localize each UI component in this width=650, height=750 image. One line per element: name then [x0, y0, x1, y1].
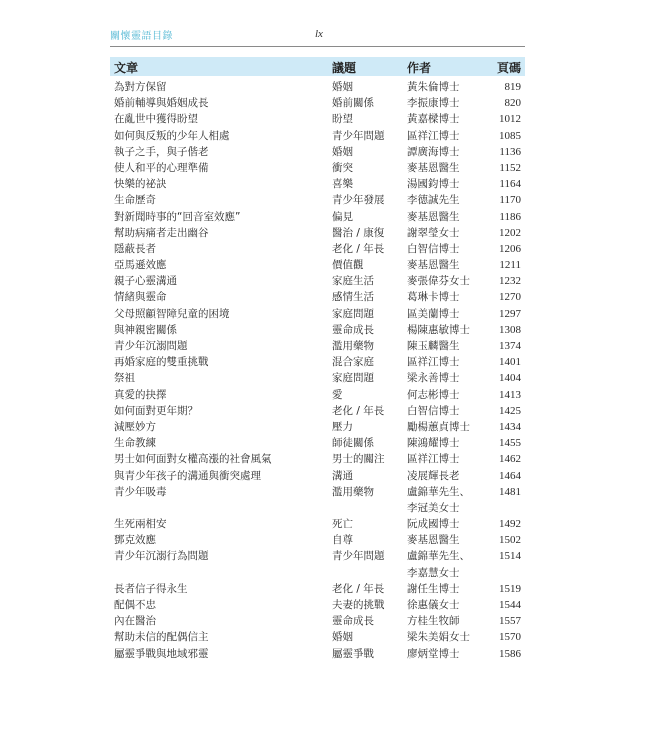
- article-author: [407, 79, 460, 95]
- table-row: [110, 548, 525, 580]
- article-page: 1374: [499, 340, 521, 352]
- author-line: 楊陳惠敏博士: [407, 323, 470, 336]
- article-author: [407, 306, 460, 322]
- article-title: 祭祖: [114, 372, 135, 385]
- article-page: 1425: [499, 404, 521, 417]
- author-line: 李德誠先生: [407, 194, 460, 207]
- author-line: 湯國鈞博士: [407, 178, 460, 191]
- article-title: 與神親密關係: [114, 323, 177, 336]
- article-title: 隱蔽長者: [114, 242, 156, 255]
- article-topic: 愛: [332, 388, 343, 401]
- table-row: [110, 306, 525, 322]
- author-line: 勵楊蕙貞博士: [407, 420, 470, 433]
- article-title: 與青少年孩子的溝通與衝突處理: [114, 469, 261, 482]
- article-title: 在亂世中獲得盼望: [114, 113, 198, 126]
- article-page: 1570: [499, 631, 521, 644]
- article-title: 對新聞時事的“回音室效應”: [114, 210, 241, 223]
- article-page: 1544: [499, 599, 521, 612]
- article-page: 1519: [499, 582, 521, 595]
- author-line: 麥基恩醫生: [407, 534, 460, 547]
- table-row: [110, 484, 525, 516]
- article-author: [407, 597, 460, 613]
- article-topic: 混合家庭: [332, 356, 374, 369]
- article-page: 1308: [499, 323, 521, 336]
- article-author: [407, 289, 460, 305]
- article-page: 1404: [499, 372, 521, 385]
- table-row: [110, 419, 525, 435]
- article-author: [407, 176, 460, 192]
- article-author: [407, 257, 460, 273]
- article-topic: 壓力: [332, 420, 353, 433]
- article-author: [407, 403, 460, 419]
- article-page: 820: [504, 97, 521, 110]
- article-author: [407, 532, 460, 548]
- article-topic: 家庭問題: [332, 372, 374, 385]
- article-topic: 婚前關係: [332, 97, 374, 110]
- article-page: 1514: [499, 550, 521, 563]
- table-row: [110, 629, 525, 645]
- author-line: 黃朱倫博士: [407, 81, 460, 93]
- article-page: 1401: [499, 356, 521, 369]
- article-title: 為對方保留: [114, 81, 167, 93]
- article-topic: 婚姻: [332, 81, 353, 93]
- article-page: 1455: [499, 437, 521, 450]
- author-line: 區祥江博士: [407, 356, 460, 369]
- table-row: [110, 160, 525, 176]
- author-line: 盧錦華先生、: [407, 485, 470, 498]
- article-title: 婚前輔導與婚姻成長: [114, 97, 209, 110]
- article-page: 1481: [499, 485, 521, 498]
- table-row: [110, 468, 525, 484]
- author-line: 謝任生博士: [407, 582, 460, 595]
- article-topic: 盼望: [332, 113, 353, 126]
- article-author: [407, 95, 460, 111]
- header-divider: [110, 46, 525, 47]
- table-header: [110, 57, 525, 76]
- table-row: [110, 111, 525, 127]
- article-author: [407, 160, 460, 176]
- article-author: [407, 419, 470, 435]
- author-line: 麥基恩醫生: [407, 259, 460, 272]
- author-line: 徐惠儀女士: [407, 599, 460, 612]
- article-topic: 夫妻的挑戰: [332, 599, 385, 612]
- article-page: 1211: [499, 259, 521, 272]
- article-author: [407, 241, 460, 257]
- article-page: 1012: [499, 113, 521, 126]
- article-topic: 偏見: [332, 210, 353, 223]
- article-page: 1270: [499, 291, 521, 304]
- article-title: 真愛的抉擇: [114, 388, 167, 401]
- table-row: [110, 79, 525, 95]
- article-title: 鄧克效應: [114, 534, 156, 547]
- article-page: 1464: [499, 469, 521, 482]
- article-author: [407, 111, 460, 127]
- article-title: 再婚家庭的雙重挑戰: [114, 356, 209, 369]
- table-row: [110, 597, 525, 613]
- article-author: [407, 451, 460, 467]
- table-row: [110, 322, 525, 338]
- author-line: 梁永善博士: [407, 372, 460, 385]
- article-author: [407, 484, 470, 516]
- column-header-author: 作者: [407, 61, 432, 75]
- article-title: 青少年沉溺行為問題: [114, 550, 209, 563]
- article-page: 819: [504, 81, 521, 93]
- page-number: lx: [315, 28, 323, 40]
- article-page: 1202: [499, 226, 521, 239]
- article-title: 減壓妙方: [114, 420, 156, 433]
- article-topic: 家庭生活: [332, 275, 374, 288]
- article-title: 親子心靈溝通: [114, 275, 177, 288]
- contents-table: [110, 57, 525, 662]
- article-title: 長者信子得永生: [114, 582, 188, 595]
- article-page: 1492: [499, 518, 521, 531]
- table-row: [110, 273, 525, 289]
- article-title: 生命歷奇: [114, 194, 156, 207]
- table-row: [110, 370, 525, 386]
- article-page: 1557: [499, 615, 521, 628]
- column-header-title: 文章: [114, 61, 139, 75]
- article-topic: 屬靈爭戰: [332, 647, 374, 660]
- article-author: [407, 468, 460, 484]
- article-author: [407, 646, 460, 662]
- article-author: [407, 581, 460, 597]
- author-line: 謝翠瑩女士: [407, 226, 460, 239]
- article-author: [407, 387, 460, 403]
- author-line: 凌展輝長老: [407, 469, 460, 482]
- article-author: [407, 435, 460, 451]
- article-page: 1586: [499, 647, 521, 660]
- table-row: [110, 209, 525, 225]
- article-author: [407, 225, 460, 241]
- article-title: 如何面對更年期？: [114, 404, 198, 417]
- author-line: 麥基恩醫生: [407, 210, 460, 223]
- author-line: 黃嘉樑博士: [407, 113, 460, 126]
- author-line: 李振康博士: [407, 97, 460, 110]
- author-line: 方桂生牧師: [407, 615, 460, 628]
- article-topic: 感情生活: [332, 291, 374, 304]
- article-author: [407, 192, 460, 208]
- article-topic: 濫用藥物: [332, 340, 374, 352]
- article-topic: 靈命成長: [332, 615, 374, 628]
- article-topic: 濫用藥物: [332, 485, 374, 498]
- article-topic: 男士的關注: [332, 453, 385, 466]
- author-line: 麥張偉芬女士: [407, 275, 470, 288]
- article-topic: 老化 / 年長: [332, 404, 385, 417]
- article-title: 使人和平的心理準備: [114, 161, 209, 174]
- article-author: [407, 322, 470, 338]
- article-title: 生命教練: [114, 437, 156, 450]
- column-header-topic: 議題: [332, 61, 357, 75]
- table-row: [110, 613, 525, 629]
- article-author: [407, 128, 460, 144]
- table-body: [110, 79, 525, 662]
- table-row: [110, 241, 525, 257]
- table-row: [110, 435, 525, 451]
- table-row: [110, 289, 525, 305]
- author-line: 區祥江博士: [407, 453, 460, 466]
- author-line: 阮成國博士: [407, 518, 460, 531]
- author-line: 廖炳堂博士: [407, 647, 460, 660]
- article-author: [407, 370, 460, 386]
- article-topic: 老化 / 年長: [332, 582, 385, 595]
- article-topic: 醫治 / 康復: [332, 226, 385, 239]
- author-line: 李嘉慧女士: [407, 566, 460, 579]
- author-line: 陳玉麟醫生: [407, 340, 460, 352]
- table-row: [110, 646, 525, 662]
- author-line: 區祥江博士: [407, 129, 460, 142]
- article-author: [407, 516, 460, 532]
- author-line: 盧錦華先生、: [407, 550, 470, 563]
- author-line: 陳鴻耀博士: [407, 437, 460, 450]
- article-author: [407, 144, 460, 160]
- article-title: 內在醫治: [114, 615, 156, 628]
- article-title: 快樂的祕訣: [114, 178, 167, 191]
- article-title: 父母照顧智障兒童的困境: [114, 307, 230, 320]
- table-row: [110, 532, 525, 548]
- table-row: [110, 192, 525, 208]
- table-row: [110, 451, 525, 467]
- author-line: 白智信博士: [407, 242, 460, 255]
- author-line: 葛琳卡博士: [407, 291, 460, 304]
- article-topic: 靈命成長: [332, 323, 374, 336]
- article-title: 情緒與靈命: [114, 291, 167, 304]
- author-line: 譚廣海博士: [407, 145, 460, 158]
- table-row: [110, 176, 525, 192]
- article-title: 配偶不忠: [114, 599, 156, 612]
- table-row: [110, 516, 525, 532]
- article-topic: 自尊: [332, 534, 353, 547]
- column-header-page: 頁碼: [496, 61, 521, 75]
- table-row: [110, 581, 525, 597]
- table-row: [110, 257, 525, 273]
- article-title: 青少年沉溺問題: [114, 340, 188, 352]
- article-title: 男士如何面對女權高漲的社會風氣: [114, 453, 272, 466]
- article-title: 屬靈爭戰與地域邪靈: [114, 647, 209, 660]
- table-row: [110, 144, 525, 160]
- article-author: [407, 354, 460, 370]
- article-author: [407, 338, 460, 354]
- author-line: 麥基恩醫生: [407, 161, 460, 174]
- article-author: [407, 273, 470, 289]
- article-page: 1164: [499, 178, 521, 191]
- article-topic: 價值觀: [332, 259, 364, 272]
- article-page: 1152: [499, 161, 521, 174]
- article-page: 1434: [499, 420, 521, 433]
- article-page: 1297: [499, 307, 521, 320]
- article-title: 幫助未信的配偶信主: [114, 631, 209, 644]
- article-page: 1136: [499, 145, 521, 158]
- table-row: [110, 403, 525, 419]
- article-title: 生死兩相安: [114, 518, 167, 531]
- table-row: [110, 225, 525, 241]
- article-title: 亞馬遜效應: [114, 259, 167, 272]
- article-topic: 死亡: [332, 518, 353, 531]
- author-line: 梁朱美娟女士: [407, 631, 470, 644]
- table-row: [110, 387, 525, 403]
- article-topic: 青少年問題: [332, 550, 385, 563]
- article-topic: 老化 / 年長: [332, 242, 385, 255]
- article-title: 執子之手，與子偕老: [114, 145, 209, 158]
- author-line: 何志彬博士: [407, 388, 460, 401]
- article-page: 1232: [499, 275, 521, 288]
- article-title: 青少年吸毒: [114, 485, 167, 498]
- article-page: 1170: [499, 194, 521, 207]
- article-topic: 師徒關係: [332, 437, 374, 450]
- article-author: [407, 613, 460, 629]
- article-topic: 青少年發展: [332, 194, 385, 207]
- article-topic: 婚姻: [332, 145, 353, 158]
- article-page: 1413: [499, 388, 521, 401]
- section-label: 關懷靈語目錄: [110, 31, 173, 42]
- author-line: 李冠美女士: [407, 501, 460, 514]
- author-line: 區美蘭博士: [407, 307, 460, 320]
- article-author: [407, 209, 460, 225]
- article-title: 幫助病痛者走出幽谷: [114, 226, 209, 239]
- article-topic: 青少年問題: [332, 129, 385, 142]
- author-line: 白智信博士: [407, 404, 460, 417]
- table-row: [110, 338, 525, 354]
- article-page: 1206: [499, 242, 521, 255]
- article-topic: 溝通: [332, 469, 353, 482]
- running-head: [110, 27, 525, 47]
- table-row: [110, 354, 525, 370]
- article-page: 1186: [499, 210, 521, 223]
- article-page: 1085: [499, 129, 521, 142]
- article-author: [407, 548, 470, 580]
- article-topic: 家庭問題: [332, 307, 374, 320]
- table-row: [110, 128, 525, 144]
- table-row: [110, 95, 525, 111]
- article-topic: 喜樂: [332, 178, 353, 191]
- article-title: 如何與反叛的少年人相處: [114, 129, 230, 142]
- article-topic: 婚姻: [332, 631, 353, 644]
- article-author: [407, 629, 470, 645]
- article-page: 1462: [499, 453, 521, 466]
- article-topic: 衝突: [332, 161, 353, 174]
- article-page: 1502: [499, 534, 521, 547]
